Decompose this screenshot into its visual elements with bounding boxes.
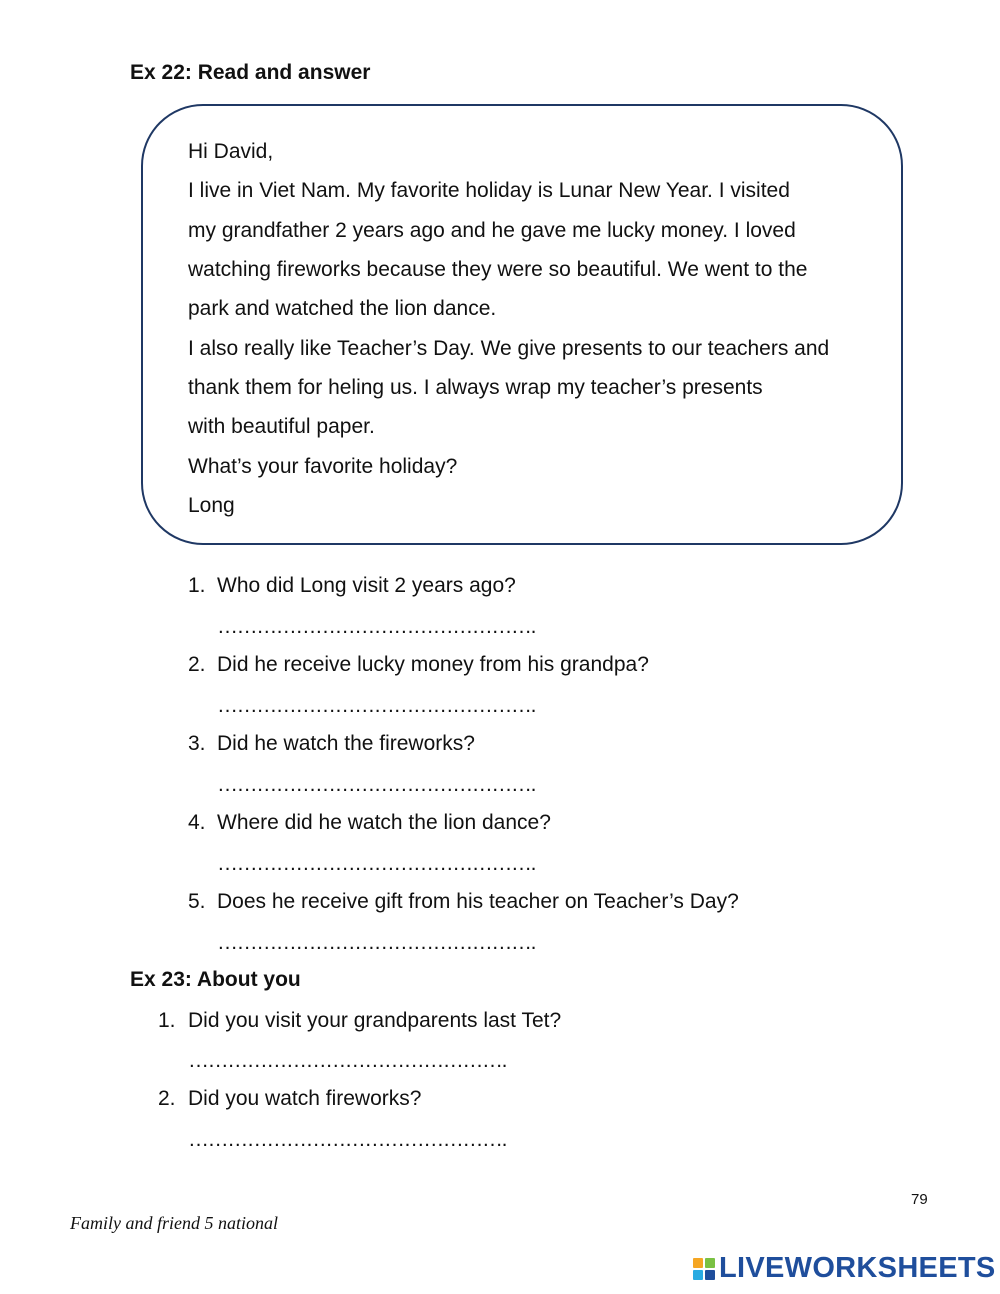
logo-block — [705, 1258, 715, 1268]
logo-block — [693, 1270, 703, 1280]
question-text: Did he receive lucky money from his grandpa? — [217, 653, 649, 676]
logo-text: LIVEWORKSHEETS — [719, 1252, 996, 1284]
answer-field[interactable]: …………………………………………. — [217, 773, 536, 796]
question-number: 2. — [188, 653, 206, 676]
ex22-heading: Ex 22: Read and answer — [130, 61, 371, 84]
question-number: 4. — [188, 811, 206, 834]
answer-field[interactable]: …………………………………………. — [188, 1128, 507, 1151]
letter-line: I also really like Teacher’s Day. We give presents to our teachers and — [188, 337, 830, 360]
letter-line: I live in Viet Nam. My favorite holiday is Lunar New Year. I visited — [188, 179, 790, 202]
question-text: Did you watch fireworks? — [188, 1087, 422, 1110]
logo-blocks-icon — [693, 1258, 715, 1280]
answer-field[interactable]: …………………………………………. — [217, 694, 536, 717]
question-number: 5. — [188, 890, 206, 913]
question-number: 1. — [158, 1009, 176, 1032]
letter-line: watching fireworks because they were so beautiful. We went to the — [188, 258, 808, 281]
question-text: Did you visit your grandparents last Tet? — [188, 1009, 562, 1032]
question-number: 1. — [188, 574, 206, 597]
page-number: 79 — [911, 1191, 928, 1208]
question-text: Did he watch the fireworks? — [217, 732, 475, 755]
letter-signature: Long — [188, 494, 235, 517]
logo-block — [705, 1270, 715, 1280]
letter-line: park and watched the lion dance. — [188, 297, 497, 320]
letter-line: my grandfather 2 years ago and he gave me lucky money. I loved — [188, 219, 796, 242]
answer-field[interactable]: …………………………………………. — [217, 852, 536, 875]
ex23-heading: Ex 23: About you — [130, 968, 301, 991]
answer-field[interactable]: …………………………………………. — [217, 931, 536, 954]
question-number: 3. — [188, 732, 206, 755]
letter-greeting: Hi David, — [188, 140, 274, 163]
answer-field[interactable]: …………………………………………. — [188, 1049, 507, 1072]
letter-line: thank them for heling us. I always wrap my teacher’s presents — [188, 376, 763, 399]
question-text: Does he receive gift from his teacher on Teacher’s Day? — [217, 890, 739, 913]
letter-line: What’s your favorite holiday? — [188, 455, 458, 478]
book-title: Family and friend 5 national — [70, 1213, 278, 1233]
answer-field[interactable]: …………………………………………. — [217, 615, 536, 638]
liveworksheets-logo[interactable] — [693, 1252, 996, 1285]
question-number: 2. — [158, 1087, 176, 1110]
logo-block — [693, 1258, 703, 1268]
question-text: Who did Long visit 2 years ago? — [217, 574, 516, 597]
letter-line: with beautiful paper. — [188, 415, 375, 438]
question-text: Where did he watch the lion dance? — [217, 811, 551, 834]
